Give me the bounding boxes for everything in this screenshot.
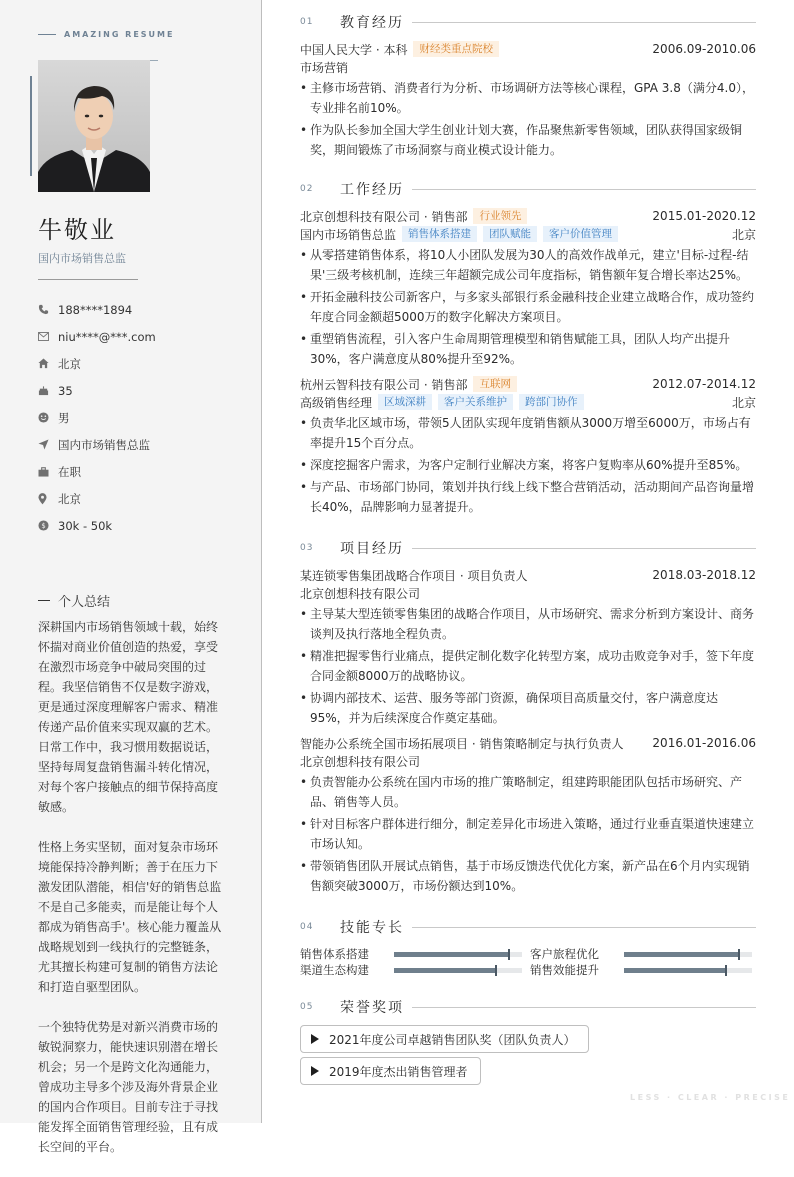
award-text: 2021年度公司卓越销售团队奖（团队负责人） <box>329 1032 576 1047</box>
summary-paragraph: 深耕国内市场销售领域十载，始终怀揣对商业价值创造的热爱，享受在激烈市场竞争中破局突围的过程。我坚信销售不仅是数字游戏，更是通过深度理解客户需求、精准传递产品价值来实现双赢的艺术。日常工作中，我习惯用数据说话，坚持每周复盘销售漏斗转化情况，对每个客户接触点的细节保持高度敏感。 <box>38 620 219 814</box>
skill-bar-marker <box>495 965 497 976</box>
skill-bar <box>394 952 522 957</box>
info-text: niu****@***.com <box>58 329 156 344</box>
bullet-item: • 重塑销售流程，引入客户生命周期管理模型和销售赋能工具，团队人均产出提升30%，客户满意度从80%提升至92%。 <box>300 329 756 369</box>
info-text: 30k - 50k <box>58 518 113 533</box>
section-label: 工作经历 <box>340 182 404 198</box>
company-tag: 互联网 <box>473 376 517 392</box>
summary-paragraph: 性格上务实坚韧，面对复杂市场环境能保持冷静判断；善于在压力下激发团队潜能，相信'好的销售总监不是自己多能卖，而是能让每个人都成为销售高手'。核心能力覆盖从战略规划到一线执行的完整链条，尤其擅长构建可复制的销售方法论和打造自驱型团队。 <box>38 840 222 994</box>
briefcase-icon <box>38 467 58 477</box>
section-awards-heading <box>300 997 756 1017</box>
info-text: 国内市场销售总监 <box>58 437 150 452</box>
skill-tag: 团队赋能 <box>483 226 537 242</box>
project-org: 北京创想科技有限公司 <box>300 754 421 769</box>
info-text: 35 <box>58 383 73 398</box>
info-gender <box>38 404 238 431</box>
avatar <box>38 60 150 192</box>
skill-bar-fill <box>624 968 726 973</box>
company-name: 北京创想科技有限公司 · 销售部 <box>300 209 468 224</box>
bullet-list <box>300 772 756 896</box>
skill-bar-fill <box>394 968 496 973</box>
entry-date: 2015.01-2020.12 <box>652 209 756 223</box>
skill-tag: 客户价值管理 <box>543 226 618 242</box>
skill-item <box>530 962 752 978</box>
info-city <box>38 350 238 377</box>
job-city: 北京 <box>731 227 756 242</box>
bullet-list <box>300 604 756 728</box>
entry-header <box>300 375 756 393</box>
school-tag: 财经类重点院校 <box>413 41 499 57</box>
entry-date: 2006.09-2010.06 <box>652 42 756 56</box>
skill-name: 渠道生态构建 <box>300 963 369 977</box>
location-pin-icon <box>38 493 58 505</box>
avatar-portrait-icon <box>38 60 150 192</box>
bullet-item: • 针对目标客户群体进行细分，制定差异化市场进入策略，通过行业垂直渠道快速建立市场认知。 <box>300 814 756 854</box>
entry-subheader <box>300 225 756 243</box>
bullet-list <box>300 413 756 517</box>
bullet-list <box>300 245 756 369</box>
skill-bar <box>624 968 752 973</box>
info-target-role <box>38 431 238 458</box>
skill-tag: 跨部门协作 <box>519 394 584 410</box>
summary-paragraph: 一个独特优势是对新兴消费市场的敏锐洞察力，能快速识别潜在增长机会；另一个是跨文化沟通能力，曾成功主导多个涉及海外背景企业的国内合作项目。目前专注于寻找能发挥全面销售管理经验，且有成长空间的平台。 <box>38 1020 219 1154</box>
skill-item <box>300 946 522 962</box>
smile-icon <box>38 412 58 423</box>
contact-info-list <box>38 296 238 539</box>
entry-date: 2016.01-2016.06 <box>652 736 756 750</box>
bullet-item: • 负责智能办公系统在国内市场的推广策略制定，组建跨职能团队包括市场研究、产品、销售等人员。 <box>300 772 756 812</box>
info-text: 北京 <box>58 356 81 371</box>
mail-icon <box>38 332 58 341</box>
entry-date: 2012.07-2014.12 <box>652 377 756 391</box>
section-label: 荣誉奖项 <box>340 1000 404 1016</box>
bullet-item: • 与产品、市场部门协同，策划并执行线上线下整合营销活动，活动期间产品咨询量增长40%，品牌影响力显著提升。 <box>300 477 756 517</box>
skill-bar-marker <box>738 949 740 960</box>
play-triangle-icon <box>311 1066 319 1076</box>
section-education-heading <box>300 12 756 32</box>
summary-body <box>38 617 224 1177</box>
info-text: 在职 <box>58 464 81 479</box>
play-triangle-icon <box>311 1034 319 1044</box>
brand-text: AMAZING RESUME <box>64 30 175 39</box>
bullet-item: • 主修市场营销、消费者行为分析、市场调研方法等核心课程，GPA 3.8（满分4.0），专业排名前10%。 <box>300 78 756 118</box>
bullet-item: • 深度挖掘客户需求，为客户定制行业解决方案，将客户复购率从60%提升至85%。 <box>300 455 756 475</box>
sidebar <box>0 0 262 1154</box>
info-age <box>38 377 238 404</box>
skill-item <box>530 946 752 962</box>
award-text: 2019年度杰出销售管理者 <box>329 1064 468 1079</box>
skill-bar <box>394 968 522 973</box>
summary-heading-text: 个人总结 <box>58 595 111 610</box>
section-rule <box>412 927 756 928</box>
send-icon <box>38 439 58 450</box>
svg-text:$: $ <box>41 521 46 530</box>
work-entry <box>300 375 756 519</box>
skill-name: 客户旅程优化 <box>530 947 599 961</box>
section-rule <box>412 1007 756 1008</box>
skill-bar-fill <box>394 952 509 957</box>
project-name: 某连锁零售集团战略合作项目 · 项目负责人 <box>300 568 528 583</box>
info-email <box>38 323 238 350</box>
info-text: 北京 <box>58 491 81 506</box>
skill-item <box>300 962 522 978</box>
section-rule <box>412 189 756 190</box>
entry-header <box>300 566 756 584</box>
entry-header <box>300 40 756 58</box>
bullet-item: • 精准把握零售行业痛点，提供定制化数字化转型方案，成功击败竞争对手，签下年度合同金额8000万的战略协议。 <box>300 646 756 686</box>
info-salary <box>38 512 238 539</box>
entry-header <box>300 207 756 225</box>
award-item <box>300 1057 481 1085</box>
section-label: 教育经历 <box>340 15 404 31</box>
section-work-heading <box>300 179 756 199</box>
skill-name: 销售体系搭建 <box>300 947 369 961</box>
skill-tag: 销售体系搭建 <box>402 226 477 242</box>
entry-date: 2018.03-2018.12 <box>652 568 756 582</box>
brand-dash <box>38 34 56 35</box>
entry-subheader <box>300 752 756 770</box>
section-label: 技能专长 <box>340 920 404 936</box>
project-entry <box>300 734 756 898</box>
bullet-item: • 主导某大型连锁零售集团的战略合作项目，从市场研究、需求分析到方案设计、商务谈判及执行落地全程负责。 <box>300 604 756 644</box>
job-role: 国内市场销售总监 <box>300 227 397 242</box>
summary-dash <box>38 600 50 601</box>
section-number: 02 <box>300 184 314 194</box>
section-label: 项目经历 <box>340 541 404 557</box>
skill-bar-marker <box>725 965 727 976</box>
job-role: 高级销售经理 <box>300 395 373 410</box>
title-divider <box>38 279 138 280</box>
bullet-item: • 作为队长参加全国大学生创业计划大赛，作品聚焦新零售领域，团队获得国家级铜奖，期间锻炼了市场洞察与商业模式设计能力。 <box>300 120 756 160</box>
cake-icon <box>38 385 58 396</box>
section-rule <box>412 548 756 549</box>
section-number: 04 <box>300 922 314 932</box>
candidate-name: 牛敬业 <box>38 216 116 244</box>
phone-icon <box>38 304 58 315</box>
bullet-list <box>300 78 756 160</box>
entry-subheader <box>300 584 756 602</box>
section-number: 03 <box>300 543 314 553</box>
section-project-heading <box>300 538 756 558</box>
info-phone <box>38 296 238 323</box>
entry-subheader <box>300 393 756 411</box>
bullet-item: • 负责华北区域市场，带领5人团队实现年度销售额从3000万增至6000万，市场占有率提升15个百分点。 <box>300 413 756 453</box>
skill-tag: 客户关系维护 <box>438 394 513 410</box>
info-text: 188****1894 <box>58 302 133 317</box>
footer-motto: LESS · CLEAR · PRECISE <box>630 1093 791 1102</box>
section-rule <box>412 22 756 23</box>
section-number: 01 <box>300 17 314 27</box>
education-entry <box>300 40 756 162</box>
section-skills-heading <box>300 917 756 937</box>
major: 市场营销 <box>300 60 349 75</box>
skill-bar-marker <box>508 949 510 960</box>
company-tag: 行业领先 <box>473 208 527 224</box>
project-org: 北京创想科技有限公司 <box>300 586 421 601</box>
school-name: 中国人民大学 · 本科 <box>300 42 408 57</box>
candidate-title: 国内市场销售总监 <box>38 252 126 265</box>
skill-tag: 区域深耕 <box>378 394 432 410</box>
info-text: 男 <box>58 410 70 425</box>
summary-heading <box>38 591 110 610</box>
info-target-city <box>38 485 238 512</box>
brand-mark <box>38 30 174 39</box>
bullet-item: • 带领销售团队开展试点销售，基于市场反馈迭代优化方案，新产品在6个月内实现销售额突破3000万，市场份额达到10%。 <box>300 856 756 896</box>
info-status <box>38 458 238 485</box>
section-number: 05 <box>300 1002 314 1012</box>
company-name: 杭州云智科技有限公司 · 销售部 <box>300 377 468 392</box>
job-city: 北京 <box>731 395 756 410</box>
skill-bar-fill <box>624 952 739 957</box>
bullet-item: • 从零搭建销售体系，将10人小团队发展为30人的高效作战单元，建立'目标-过程-结果'三级考核机制，连续三年超额完成公司年度指标，销售额年复合增长率达25%。 <box>300 245 756 285</box>
home-icon <box>38 358 58 369</box>
work-entry <box>300 207 756 371</box>
money-icon <box>38 520 58 531</box>
bullet-item: • 协调内部技术、运营、服务等部门资源，确保项目高质量交付，客户满意度达95%，并为后续深度合作奠定基础。 <box>300 688 756 728</box>
bullet-item: • 开拓金融科技公司新客户，与多家头部银行系金融科技企业建立战略合作，成功签约年度合同金额超5000万的数字化解决方案项目。 <box>300 287 756 327</box>
skill-name: 销售效能提升 <box>530 963 599 977</box>
project-entry <box>300 566 756 730</box>
skill-bar <box>624 952 752 957</box>
entry-header <box>300 734 756 752</box>
photo-accent-bar <box>30 76 32 176</box>
entry-subheader <box>300 58 756 76</box>
award-item <box>300 1025 589 1053</box>
project-name: 智能办公系统全国市场拓展项目 · 销售策略制定与执行负责人 <box>300 736 624 751</box>
